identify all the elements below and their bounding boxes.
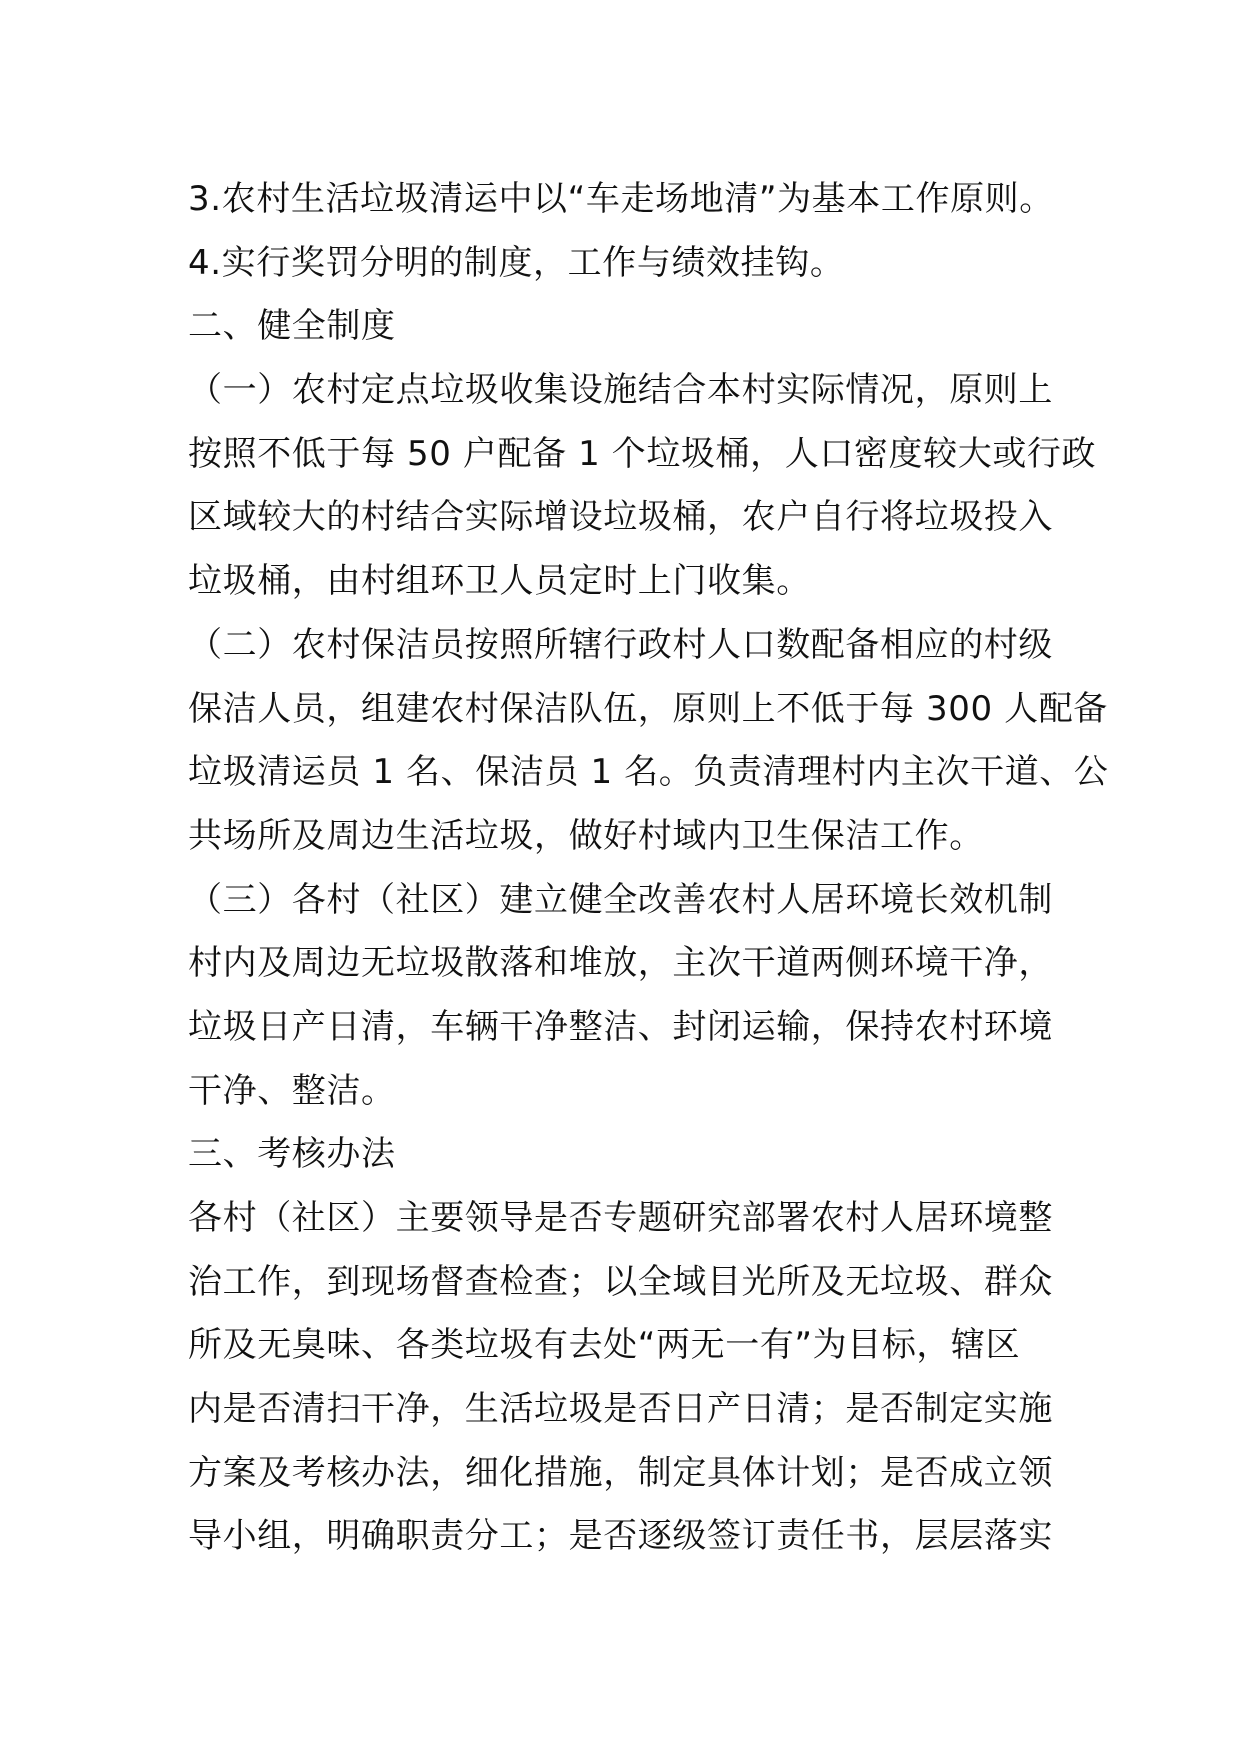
text-line: 村内及周边无垃圾散落和堆放，主次干道两侧环境干净，	[188, 943, 1053, 984]
text-line: 按照不低于每 50 户配备 1 个垃圾桶，人口密度较大或行政	[188, 433, 1097, 474]
text-line: 所及无臭味、各类垃圾有去处“两无一有”为目标，辖区	[188, 1325, 1021, 1366]
text-line: 治工作，到现场督查检查；以全域目光所及无垃圾、群众	[188, 1261, 1053, 1302]
text-line: 垃圾日产日清，车辆干净整洁、封闭运输，保持农村环境	[188, 1006, 1053, 1047]
section-heading: 二、健全制度	[188, 306, 396, 347]
document-body	[188, 168, 1109, 1569]
text-line: （二）农村保洁员按照所辖行政村人口数配备相应的村级	[188, 624, 1053, 665]
text-line: 3.农村生活垃圾清运中以“车走场地清”为基本工作原则。	[188, 179, 1054, 219]
text-line: 垃圾清运员 1 名、保洁员 1 名。负责清理村内主次干道、公	[188, 752, 1109, 793]
text-line: 干净、整洁。	[188, 1070, 396, 1111]
text-line: 4.实行奖罚分明的制度，工作与绩效挂钩。	[188, 242, 845, 283]
text-line: 导小组，明确职责分工；是否逐级签订责任书，层层落实	[188, 1516, 1053, 1557]
text-line: 保洁人员，组建农村保洁队伍，原则上不低于每 300 人配备	[188, 688, 1108, 729]
section-heading: 三、考核办法	[188, 1134, 396, 1175]
text-line: 各村（社区）主要领导是否专题研究部署农村人居环境整	[188, 1198, 1053, 1238]
text-line: 区域较大的村结合实际增设垃圾桶，农户自行将垃圾投入	[188, 497, 1053, 538]
text-line: （一）农村定点垃圾收集设施结合本村实际情况，原则上	[188, 370, 1053, 411]
text-line: 内是否清扫干净，生活垃圾是否日产日清；是否制定实施	[188, 1389, 1053, 1430]
text-line: 垃圾桶，由村组环卫人员定时上门收集。	[188, 561, 811, 602]
text-line: 共场所及周边生活垃圾，做好村域内卫生保洁工作。	[188, 815, 984, 856]
text-line: （三）各村（社区）建立健全改善农村人居环境长效机制	[188, 879, 1053, 920]
text-line: 方案及考核办法，细化措施，制定具体计划；是否成立领	[188, 1452, 1053, 1493]
